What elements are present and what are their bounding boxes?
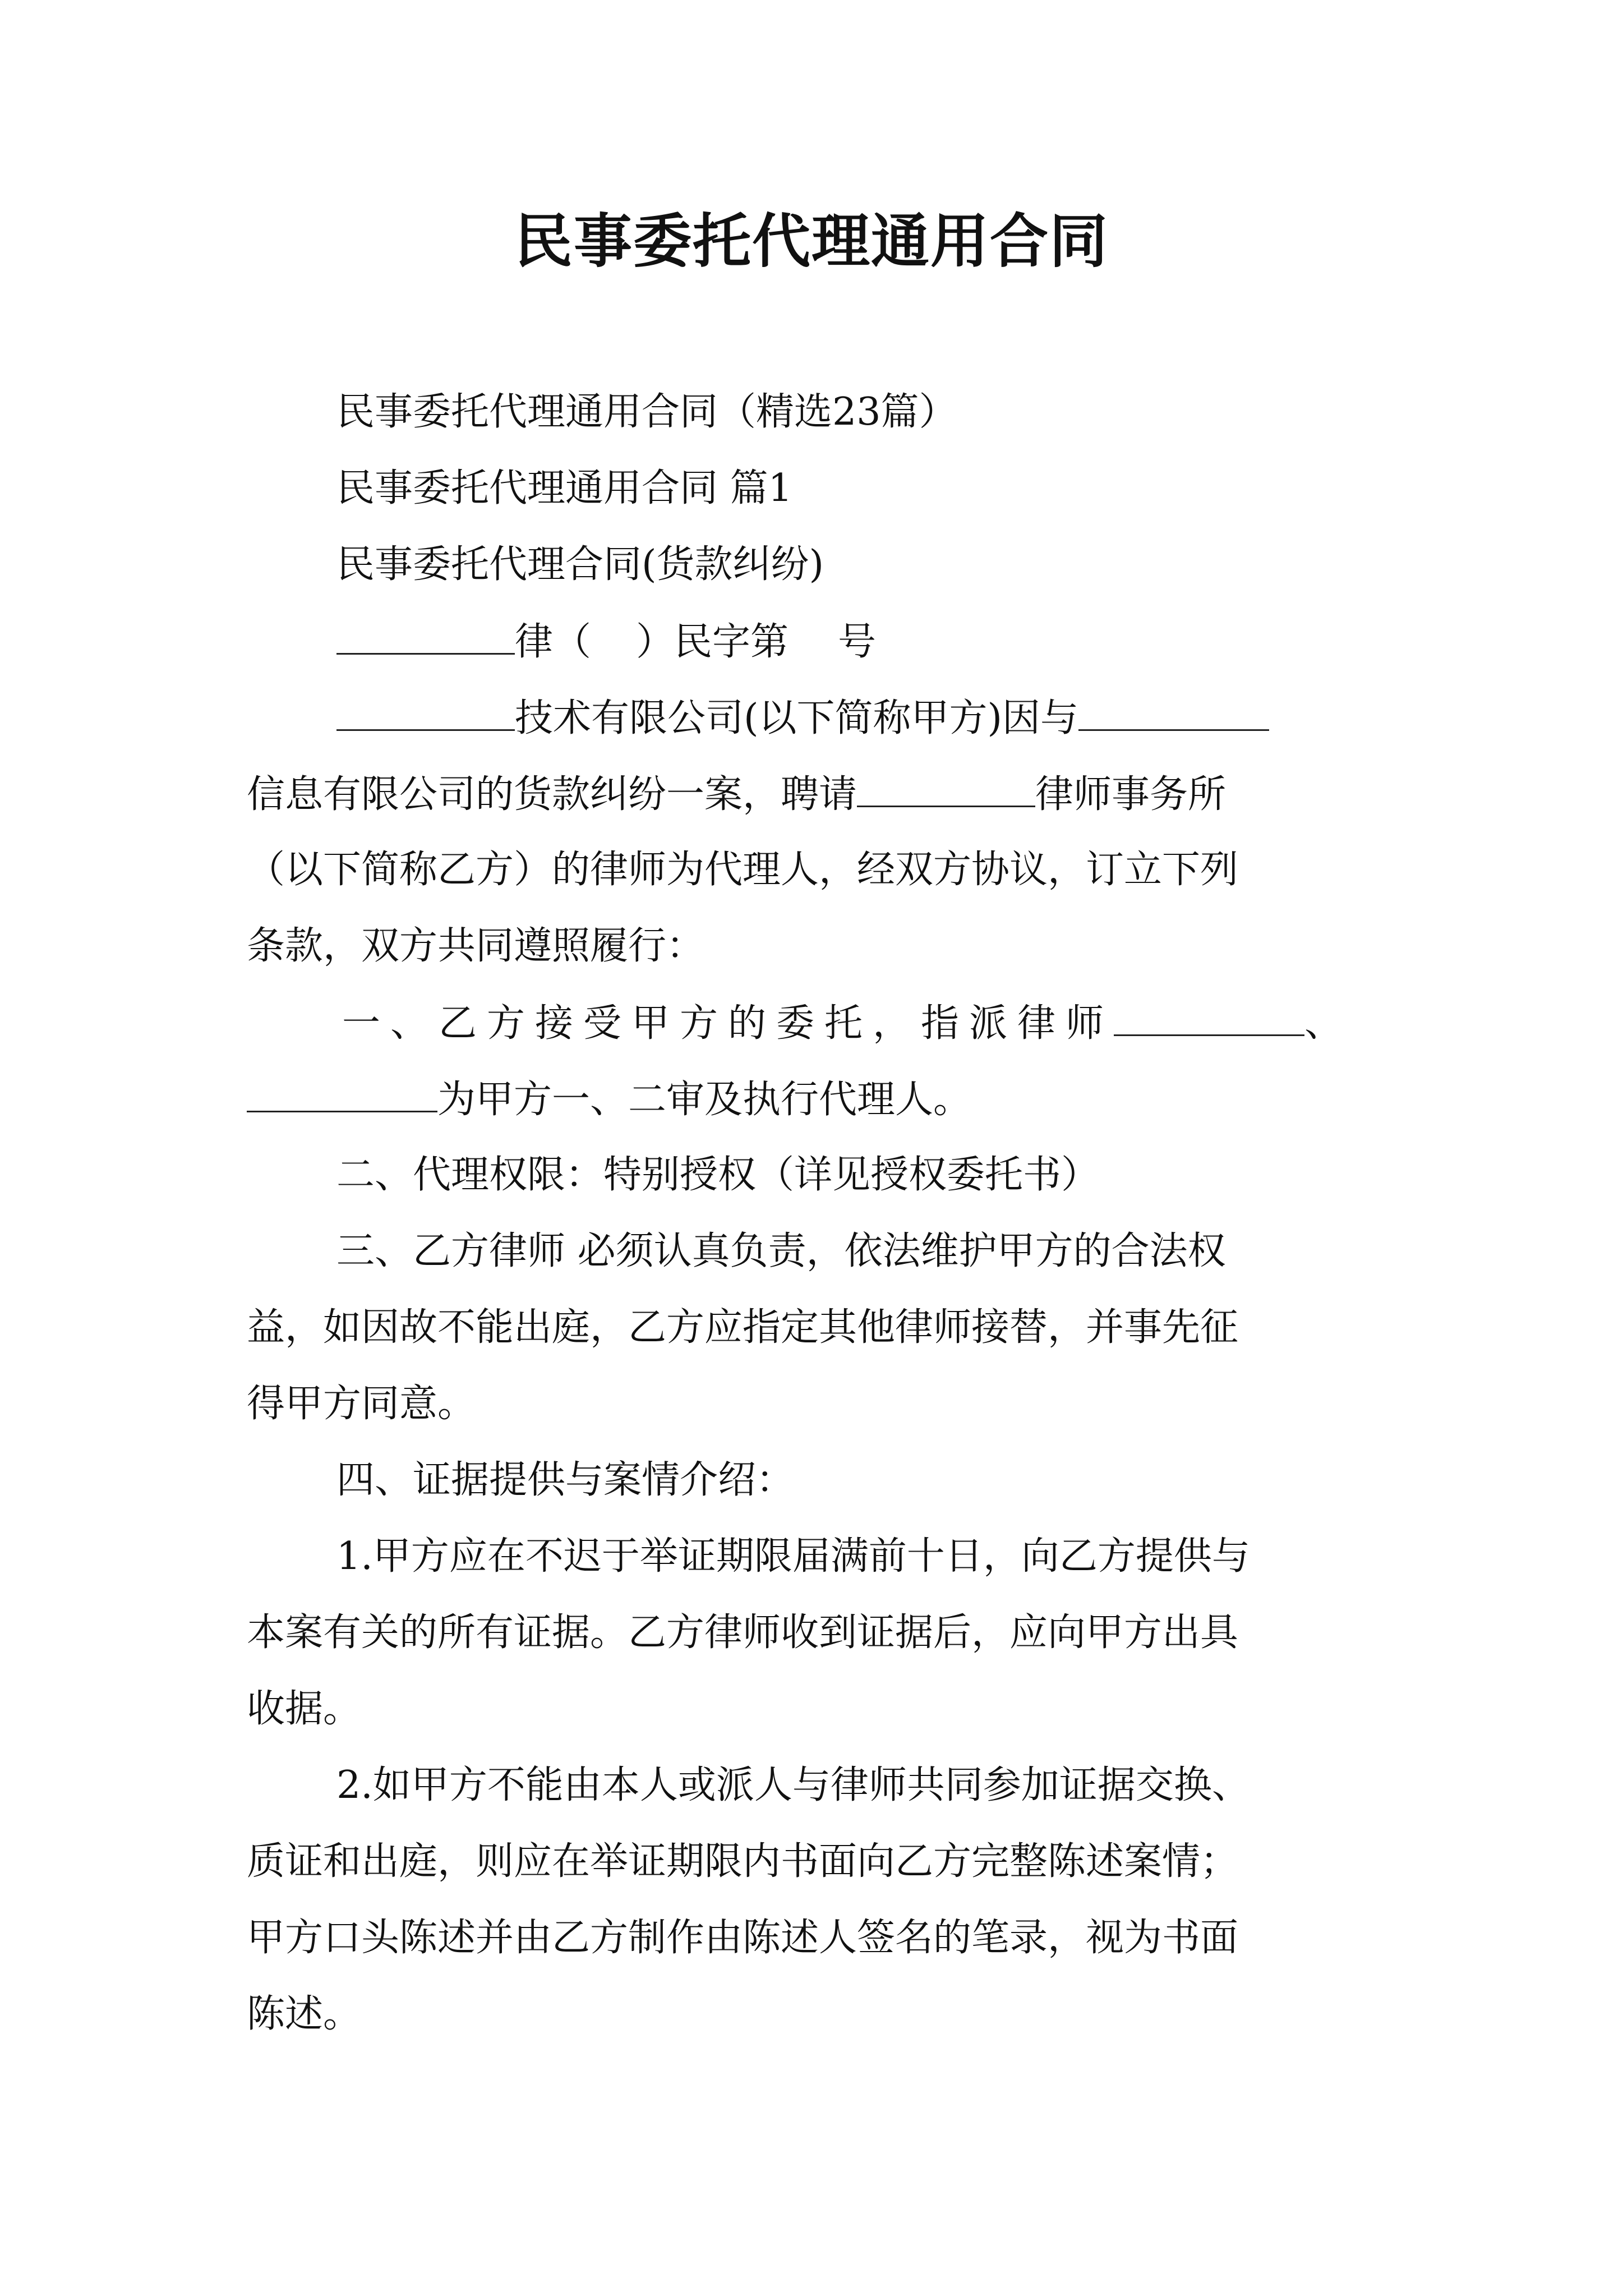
item2-line-4: 陈述。 xyxy=(247,1992,362,2036)
intro-line-3: （以下简称乙方）的律师为代理人，经双方协议，订立下列 xyxy=(247,848,1239,892)
clause1-line-1 xyxy=(342,997,1353,1049)
clause3-line-3: 得甲方同意。 xyxy=(247,1382,476,1426)
subtitle: 民事委托代理通用合同（精选23篇） xyxy=(336,390,957,434)
clause1-line-1-tail: 、 xyxy=(1304,1001,1353,1046)
intro-line-2 xyxy=(247,769,1226,820)
company-b-blank xyxy=(1078,692,1269,731)
company-a-blank xyxy=(336,692,515,731)
intro-line-2-text-a: 信息有限公司的货款纠纷一案，聘请 xyxy=(247,772,857,817)
item1-line-1: 1.甲方应在不迟于举证期限届满前十日，向乙方提供与 xyxy=(336,1534,1250,1579)
item1-line-2: 本案有关的所有证据。乙方律师收到证据后，应向甲方出具 xyxy=(247,1611,1239,1655)
intro-line-1-text: 技术有限公司(以下简称甲方)因与 xyxy=(515,696,1079,740)
contract-name: 民事委托代理合同(货款纠纷) xyxy=(336,542,824,587)
case-number-line xyxy=(336,616,876,668)
case-prefix-blank xyxy=(336,616,515,655)
lawyer-name-blank xyxy=(1114,997,1304,1036)
item2-line-2: 质证和出庭，则应在举证期限内书面向乙方完整陈述案情； xyxy=(247,1839,1239,1884)
case-number-text-b: ）民字第 xyxy=(636,620,789,664)
case-number-text-c: 号 xyxy=(838,620,877,664)
clause2: 二、代理权限：特别授权（详见授权委托书） xyxy=(336,1153,1100,1197)
clause3-line-1: 三、乙方律师 必须认真负责，依法维护甲方的合法权 xyxy=(336,1229,1226,1273)
clause4-heading: 四、证据提供与案情介绍： xyxy=(336,1458,795,1502)
clause1-line-1-text: 一、乙方接受甲方的委托，指派律师 xyxy=(342,1001,1114,1046)
intro-line-2-text-b: 律师事务所 xyxy=(1035,772,1227,817)
part-heading: 民事委托代理通用合同 篇1 xyxy=(336,466,792,510)
law-firm-blank xyxy=(857,769,1035,807)
clause1-line-2-text: 为甲方一、二审及执行代理人。 xyxy=(437,1078,972,1122)
clause3-line-2: 益，如因故不能出庭，乙方应指定其他律师接替，并事先征 xyxy=(247,1305,1239,1350)
item1-line-3: 收据。 xyxy=(247,1687,362,1731)
second-lawyer-blank xyxy=(247,1074,437,1112)
intro-line-1 xyxy=(336,692,1269,744)
item2-line-3: 甲方口头陈述并由乙方制作由陈述人签名的笔录，视为书面 xyxy=(247,1916,1239,1960)
document-title: 民事委托代理通用合同 xyxy=(514,207,1109,275)
clause1-line-2 xyxy=(247,1074,971,1125)
intro-line-4: 条款，双方共同遵照履行： xyxy=(247,924,705,968)
case-number-text-a: 律（ xyxy=(515,620,592,664)
item2-line-1: 2.如甲方不能由本人或派人与律师共同参加证据交换、 xyxy=(336,1763,1250,1807)
